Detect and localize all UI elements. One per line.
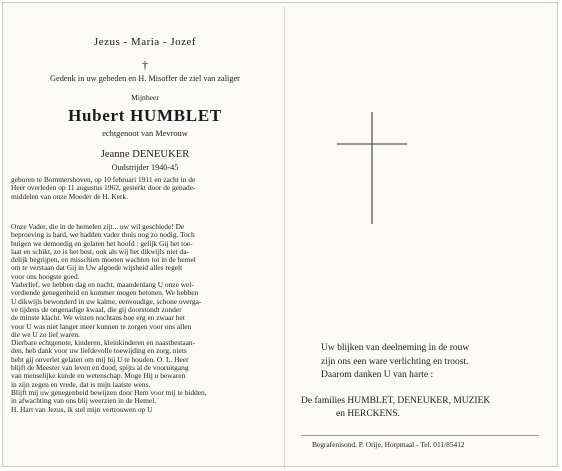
biography <box>11 176 279 201</box>
prayer-line: buigen we demoedig en gelaten het hoofd : gelijk Gij het toe- <box>11 238 193 248</box>
spouse-line: echtgenoot van Mevrouw <box>102 129 188 138</box>
veteran-line: Oudstrijder 1940-45 <box>111 163 179 172</box>
prayer-line: voor ons hoogste goed. <box>11 271 80 281</box>
thanks-line: zijn ons een ware verlichting en troost. <box>321 356 469 367</box>
first-name: Hubert <box>68 106 126 125</box>
printer-credit: Begrafenisond. P. Orije, Horpmaal - Tel. 011/85412 <box>312 440 465 449</box>
family-signature <box>301 395 555 421</box>
spouse-first: Jeanne <box>100 149 130 160</box>
thanks-line: Uw blijken van deelneming in de rouw <box>321 343 470 353</box>
thanks-text <box>321 342 553 383</box>
family-line: De families HUMBLET, DENEUKER, MUZIEK <box>301 396 491 406</box>
prayer-line: blijft de Meester van leven en dood, spijts al de vooruitgang <box>11 363 189 373</box>
prayer-line: den, heb dank voor uw liefdevolle toewijding en zorg, niets <box>11 346 187 356</box>
prayer-line: de minste klacht. We wisten nochtans hoe erg en zwaar het <box>11 313 185 323</box>
prayer-line: H. Hart van Jezus, ik stel mijn vertrouwen op U <box>11 404 153 414</box>
prayer-line: om te verstaan dat Gij in Uw algoede wijsheid alles regelt <box>11 263 183 273</box>
prayer-line: delijk begrijpen, en misschien moeten wachten tot in de hemel <box>11 255 196 265</box>
cross-icon <box>337 112 407 224</box>
divider <box>301 435 539 436</box>
card-fold <box>284 7 285 469</box>
prayer-line: ve tijdens de ongenadige kwaal, die gij doorstondt zonder <box>11 304 182 314</box>
small-cross-icon: † <box>142 58 148 72</box>
prayer-line: U dikwijls bewonderd in uw kalme, eenvoudige, schone overga- <box>11 296 202 306</box>
prayer-line: Blijft mij uw genegenheid bewijzen door Hem voor mij te bidden, <box>11 387 207 397</box>
family-line: en HERCKENS. <box>336 409 400 419</box>
prayer-line: hebt gij onverlet gelaten om mij bij U te houden. O. L. Heer <box>11 354 189 364</box>
header-invocation: Jezus - Maria - Jozef <box>93 36 197 48</box>
memorial-card <box>2 2 558 467</box>
bio-line: Heer overleden op 11 augustus 1962, gesterkt door de genade- <box>11 183 196 193</box>
prayer-line: in afwachting van ons blij weerzien in de Hemel. <box>11 396 157 406</box>
prayer-text <box>11 223 279 414</box>
prayer-line: Onze Vader, die in de hemelen zijt... uw wil geschiede! De <box>11 222 185 231</box>
bio-line: geboren te Bommershoven, op 10 februari 1911 en zacht in de <box>11 175 196 184</box>
prayer-line: van menselijke kunde en wetenschap. Moge Hij u bewaren <box>11 371 186 381</box>
prayer-line: Dierbare echtgenote, kinderen, kleinkinderen en naastbestaan- <box>11 338 196 348</box>
prayer-line: beproeving is hard, we hadden vader thuis nog zo nodig. Toch <box>11 230 195 240</box>
spouse-name <box>11 149 279 160</box>
prayer-line: verdiende genegenheid en kommer mogen betonen. We hebben <box>11 288 199 298</box>
last-name: HUMBLET <box>130 106 222 125</box>
prayer-line: voor U was niet langer meer kunnen te zorgen voor ons allen <box>11 321 192 331</box>
bio-line: middelen van onze Moeder de H. Kerk. <box>11 191 128 201</box>
prayer-line: in zijn zegen en vrede, dat is mijn laatste wens. <box>11 379 151 389</box>
prayer-line: die we U zo lief waren. <box>11 329 80 339</box>
thanks-line: Daarom danken U van harte : <box>321 370 434 381</box>
prayer-line: Vaderlief, we hebben dag en nacht, maandenlang U onze wel- <box>11 280 194 290</box>
honorific: Mijnheer <box>131 93 159 102</box>
deceased-name <box>11 106 279 126</box>
intro-text: Gedenk in uw gebeden en H. Misoffer de ziel van zaliger <box>50 74 240 83</box>
spouse-last: DENEUKER <box>132 149 190 160</box>
prayer-line: laat en schikt, zo is het best, ook als wij het dikwijls niet da- <box>11 246 189 256</box>
